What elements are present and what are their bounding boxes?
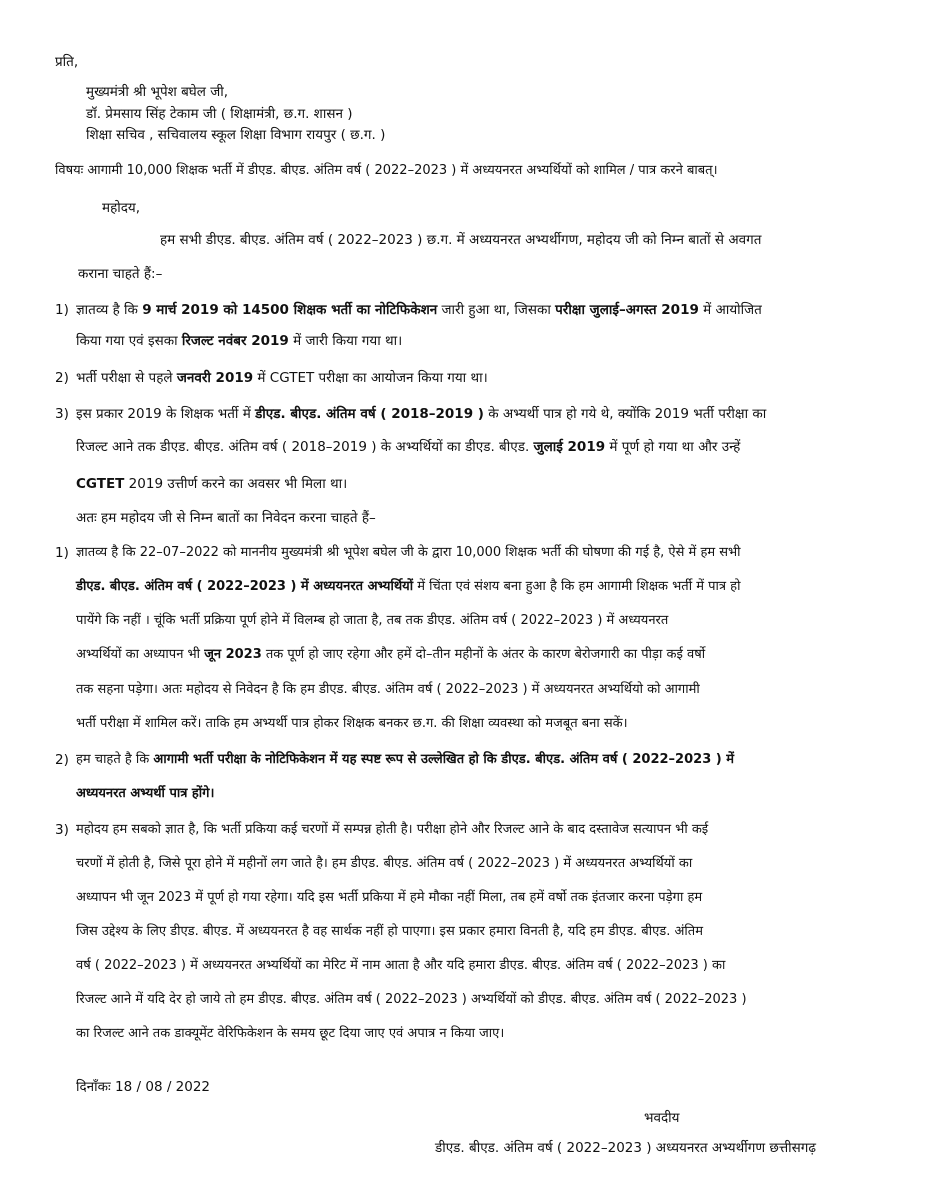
request-2-line-2: अध्ययनरत अभ्यर्थी पात्र होंगे।: [76, 786, 215, 801]
request-1-line-3: पायेंगे कि नहीं । चूंकि भर्ती प्रक्रिया पूर्ण होने में विलम्ब हो जाता है, तब तक डीएड. अंतिम वर्ष ( 2022–2023 ) में अध्ययनरत: [76, 613, 669, 628]
recipient-education-minister: डॉ. प्रेमसाय सिंह टेकाम जी ( शिक्षामंत्री, छ.ग. शासन ): [86, 106, 353, 122]
request-3-line-5: वर्ष ( 2022–2023 ) में अध्ययनरत अभ्यर्थियों का मेरिट में नाम आता है और यदि हमारा डीएड. बीएड. अंतिम वर्ष ( 2022–2023 ) का: [76, 958, 726, 973]
fact-1-number: 1): [55, 302, 69, 318]
intro-line-1: हम सभी डीएड. बीएड. अंतिम वर्ष ( 2022–2023 ) छ.ग. में अध्ययनरत अभ्यर्थीगण, महोदय जी को निम्न बातों से अवगत: [160, 232, 762, 248]
request-2-line-1: हम चाहते है कि आगामी भर्ती परीक्षा के नोटिफिकेशन में यह स्पष्ट रूप से उल्लेखित हो कि डीएड. बीएड. अंतिम वर्ष ( 2022–2023 ) में: [76, 752, 735, 767]
fact-3-line-1: इस प्रकार 2019 के शिक्षक भर्ती में डीएड. बीएड. अंतिम वर्ष ( 2018–2019 ) के अभ्यर्थी पात्र हो गये थे, क्योंकि 2019 भर्ती परीक्षा का: [76, 406, 767, 422]
request-3-number: 3): [55, 822, 69, 838]
request-3-line-4: जिस उद्देश्य के लिए डीएड. बीएड. में अध्ययनरत है वह सार्थक नहीं हो पाएगा। इस प्रकार हमारा विनती है, यदि हम डीएड. बीएड. अंतिम: [76, 924, 703, 939]
fact-3-line-2: रिजल्ट आने तक डीएड. बीएड. अंतिम वर्ष ( 2018–2019 ) के अभ्यर्थियों का डीएड. बीएड. जुलाई 2019 में पूर्ण हो गया था और उन्हें: [76, 439, 741, 455]
request-3-line-7: का रिजल्ट आने तक डाक्यूमेंट वेरिफिकेशन के समय छूट दिया जाए एवं अपात्र न किया जाए।: [76, 1026, 505, 1041]
recipient-education-secretary: शिक्षा सचिव , सचिवालय स्कूल शिक्षा विभाग रायपुर ( छ.ग. ): [86, 127, 386, 143]
fact-3-line-3: CGTET 2019 उत्तीर्ण करने का अवसर भी मिला था।: [76, 476, 348, 492]
request-1-line-1: ज्ञातव्य है कि 22–07–2022 को माननीय मुख्यमंत्री श्री भूपेश बघेल जी के द्वारा 10,000 शिक्षक भर्ती की घोषणा की गई है, ऐसे में हम सभी: [76, 545, 741, 560]
closing-bhavdiya: भवदीय: [644, 1110, 680, 1126]
recipient-cm: मुख्यमंत्री श्री भूपेश बघेल जी,: [86, 84, 229, 100]
request-2-number: 2): [55, 752, 69, 768]
fact-1-line-1: ज्ञातव्य है कि 9 मार्च 2019 को 14500 शिक्षक भर्ती का नोटिफिकेशन जारी हुआ था, जिसका परीक्षा जुलाई–अगस्त 2019 में आयोजित: [76, 302, 762, 318]
greeting: महोदय,: [102, 200, 141, 216]
request-1-line-2: डीएड. बीएड. अंतिम वर्ष ( 2022–2023 ) में अध्ययनरत अभ्यर्थियों में चिंता एवं संशय बना हुआ है कि हम आगामी शिक्षक भर्ती में पात्र हो: [76, 579, 741, 594]
intro-line-2: कराना चाहते हैं:–: [78, 266, 163, 282]
request-1-number: 1): [55, 545, 69, 561]
request-3-line-1: महोदय हम सबको ज्ञात है, कि भर्ती प्रकिया कई चरणों में सम्पन्न होती है। परीक्षा होने और रिजल्ट आने के बाद दस्तावेज सत्यापन भी कई: [76, 822, 709, 837]
date-line: दिनाँकः 18 / 08 / 2022: [76, 1079, 211, 1095]
request-1-line-6: भर्ती परीक्षा में शामिल करें। ताकि हम अभ्यर्थी पात्र होकर शिक्षक बनकर छ.ग. की शिक्षा व्यवस्था को मजबूत बना सकें।: [76, 716, 628, 731]
fact-2-line-1: भर्ती परीक्षा से पहले जनवरी 2019 में CGTET परीक्षा का आयोजन किया गया था।: [76, 370, 488, 386]
fact-1-line-2: किया गया एवं इसका रिजल्ट नवंबर 2019 में जारी किया गया था।: [76, 333, 403, 349]
signatory-line: डीएड. बीएड. अंतिम वर्ष ( 2022–2023 ) अध्ययनरत अभ्यर्थीगण छत्तीसगढ़: [435, 1140, 817, 1156]
request-3-line-6: रिजल्ट आने में यदि देर हो जाये तो हम डीएड. बीएड. अंतिम वर्ष ( 2022–2023 ) अभ्यर्थियों को डीएड. बीएड. अंतिम वर्ष ( 2022–2023 ): [76, 992, 747, 1007]
request-1-line-4: अभ्यर्थियों का अध्यापन भी जून 2023 तक पूर्ण हो जाए रहेगा और हमें दो–तीन महीनों के अंतर के कारण बेरोजगारी का पीड़ा कई वर्षो: [76, 647, 706, 662]
request-1-line-5: तक सहना पड़ेगा। अतः महोदय से निवेदन है कि हम डीएड. बीएड. अंतिम वर्ष ( 2022–2023 ) में अध्ययनरत अभ्यर्थियो को आगामी: [76, 682, 700, 697]
request-3-line-2: चरणों में होती है, जिसे पूरा होने में महीनों लग जाते है। हम डीएड. बीएड. अंतिम वर्ष ( 2022–2023 ) में अध्ययनरत अभ्यर्थियों का: [76, 856, 693, 871]
subject-line: विषयः आगामी 10,000 शिक्षक भर्ती में डीएड. बीएड. अंतिम वर्ष ( 2022–2023 ) में अध्ययनरत अभ्यर्थियों को शामिल / पात्र करने बाबत्।: [55, 163, 718, 178]
fact-2-number: 2): [55, 370, 69, 386]
request-intro: अतः हम महोदय जी से निम्न बातों का निवेदन करना चाहते हैं–: [76, 510, 376, 526]
fact-3-number: 3): [55, 406, 69, 422]
prati-label: प्रति,: [55, 54, 79, 70]
request-3-line-3: अध्यापन भी जून 2023 में पूर्ण हो गया रहेगा। यदि इस भर्ती प्रकिया में हमे मौका नहीं मिला, तब हमें वर्षो तक इंतजार करना पड़ेगा हम: [76, 890, 703, 905]
